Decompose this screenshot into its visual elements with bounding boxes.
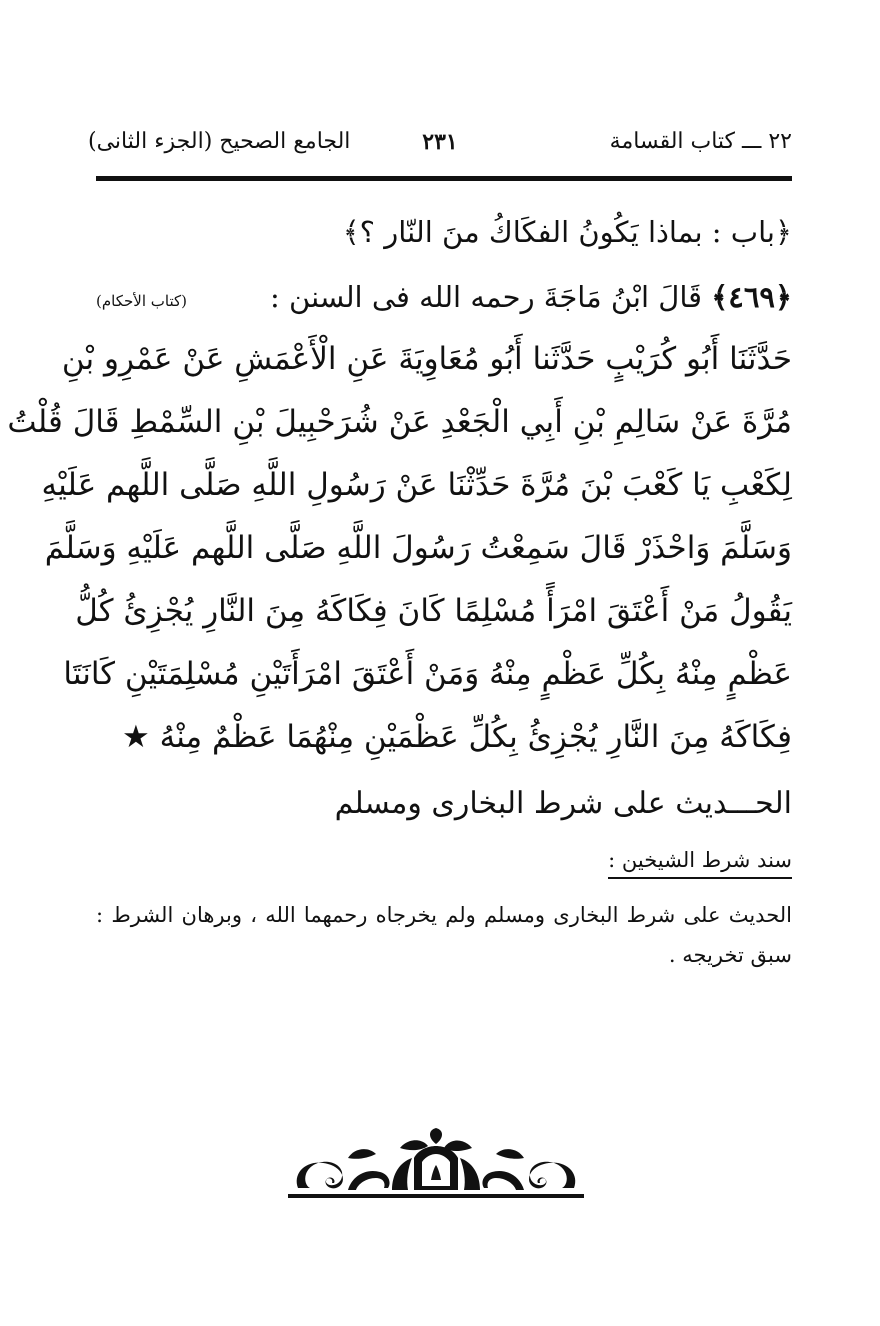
floral-ornament-icon (288, 1128, 584, 1202)
chapter-title: ﴿باب : بماذا يَكُونُ الفكَاكُ منَ النّار ؟﴾ (342, 215, 792, 249)
hadith-text-line: وَسَلَّمَ وَاحْذَرْ قَالَ سَمِعْتُ رَسُولَ اللَّهِ صَلَّى اللَّهم عَلَيْهِ وَسَلَّمَ (44, 530, 792, 566)
commentary-heading: سند شرط الشيخين : (608, 843, 792, 879)
hadith-text-line: عَظْمٍ مِنْهُ بِكُلِّ عَظْمٍ مِنْهُ وَمَنْ أَعْتَقَ امْرَأَتَيْنِ مُسْلِمَتَيْنِ كَانَتَا (63, 656, 792, 692)
hadith-text-line: مُرَّةَ عَنْ سَالِمِ بْنِ أَبِي الْجَعْدِ عَنْ شُرَحْبِيلَ بْنِ السِّمْطِ قَالَ قُلْتُ (7, 404, 792, 440)
hadith-text-line: لِكَعْبِ يَا كَعْبَ بْنَ مُرَّةَ حَدِّثْنَا عَنْ رَسُولِ اللَّهِ صَلَّى اللَّهم عَلَيْهِ (41, 467, 792, 503)
hadith-text-line: يَقُولُ مَنْ أَعْتَقَ امْرَأً مُسْلِمًا كَانَ فِكَاكَهُ مِنَ النَّارِ يُجْزِئُ كُلُّ (75, 593, 792, 629)
commentary-line: الحديث على شرط البخارى ومسلم ولم يخرجاه رحمهما الله ، وبرهان الشرط : (96, 903, 792, 927)
hadith-book-ref: (كتاب الأحكام) (96, 292, 187, 310)
commentary-text (96, 895, 792, 975)
hadith-intro: قَالَ ابْنُ مَاجَةَ رحمه الله فى السنن : (270, 280, 703, 314)
header-book-title: الجامع الصحيح (الجزء الثانى) (88, 129, 351, 154)
running-header (88, 122, 792, 162)
hadith-grade: الحـــديث على شرط البخارى ومسلم (334, 786, 792, 821)
header-page-number: ٢٣١ (422, 129, 458, 155)
hadith-number: ﴿٤٦٩﴾ (711, 280, 792, 314)
page-body (7, 198, 792, 975)
header-chapter-ref: ٢٢ ـــ كتاب القسامة (609, 129, 792, 154)
hadith-text-line: حَدَّثَنَا أَبُو كُرَيْبٍ حَدَّثَنا أَبُو مُعَاوِيَةَ عَنِ الْأَعْمَشِ عَنْ عَمْرِو بْنِ (61, 341, 792, 377)
commentary-line: سبق تخريجه . (668, 943, 792, 967)
header-divider (96, 176, 792, 181)
hadith-heading (96, 266, 792, 328)
hadith-text-line: فِكَاكَهُ مِنَ النَّارِ يُجْزِئُ بِكُلِّ عَظْمَيْنِ مِنْهُمَا عَظْمٌ مِنْهُ ★ (121, 719, 792, 755)
